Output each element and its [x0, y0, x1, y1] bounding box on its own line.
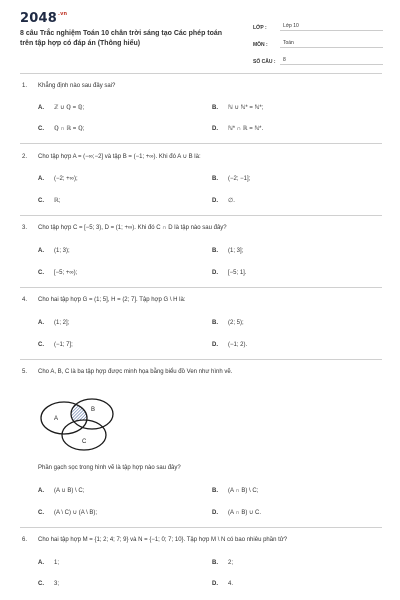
- option-text: 1;: [54, 560, 60, 566]
- question-number: 3.: [22, 225, 28, 231]
- option-label: B.: [212, 320, 218, 326]
- option-label: C.: [38, 126, 44, 132]
- option-text: 2;: [228, 560, 234, 566]
- meta-value: 8: [280, 57, 383, 65]
- question-text: Cho hai tập hợp G = (1; 5], H = (2; 7]. Tập hợp G \ H là:: [38, 297, 186, 303]
- option-c[interactable]: [38, 125, 84, 133]
- option-label: B.: [212, 488, 218, 494]
- option-a[interactable]: [38, 559, 59, 567]
- option-text: ℕ* ∩ ℝ = ℕ*.: [228, 126, 264, 132]
- header-divider: [20, 73, 382, 74]
- option-text: (1; 3);: [54, 248, 70, 254]
- option-text: [−5; 1].: [228, 270, 247, 276]
- option-label: D.: [212, 581, 218, 587]
- option-label: A.: [38, 105, 44, 111]
- question-text: Khẳng định nào sau đây sai?: [38, 83, 116, 89]
- option-label: B.: [212, 248, 218, 254]
- option-label: D.: [212, 270, 218, 276]
- option-text: [−5; +∞);: [54, 270, 78, 276]
- question-divider: [20, 143, 382, 144]
- option-a[interactable]: [38, 247, 70, 255]
- option-d[interactable]: [212, 509, 261, 517]
- question-divider: [20, 287, 382, 288]
- option-text: ℝ;: [54, 198, 61, 204]
- question-divider: [20, 359, 382, 360]
- option-label: C.: [38, 581, 44, 587]
- venn-label-a: A: [54, 416, 59, 422]
- meta-row-count: [253, 48, 383, 65]
- logo-suffix: .vn: [57, 11, 68, 17]
- option-b[interactable]: [212, 247, 243, 255]
- option-text: (−1; 7];: [54, 342, 73, 348]
- question-text: Cho hai tập hợp M = {1; 2; 4; 7; 9} và N = {−1; 0; 7; 10}. Tập hợp M \ N có bao nhiêu phần tử?: [38, 537, 288, 543]
- question-number: 1.: [22, 83, 28, 89]
- option-a[interactable]: [38, 104, 84, 112]
- option-b[interactable]: [212, 487, 258, 495]
- option-d[interactable]: [212, 580, 233, 588]
- option-c[interactable]: [38, 580, 59, 588]
- option-label: A.: [38, 560, 44, 566]
- option-label: C.: [38, 270, 44, 276]
- option-text: (−2; −1];: [228, 176, 251, 182]
- question-number: 2.: [22, 154, 28, 160]
- question-text: Cho tập hợp A = (−∞;−2] và tập B = (−1; +∞). Khi đó A ∪ B là:: [38, 154, 201, 160]
- question-divider: [20, 527, 382, 528]
- meta-key: SỐ CÂU :: [253, 59, 276, 65]
- option-label: C.: [38, 510, 44, 516]
- meta-value: Toán: [280, 40, 383, 48]
- option-label: B.: [212, 176, 218, 182]
- option-text: (−2; +∞);: [54, 176, 78, 182]
- option-text: (A ∪ B) \ C;: [54, 488, 85, 494]
- venn-label-b: B: [91, 407, 96, 413]
- option-label: D.: [212, 510, 218, 516]
- option-text: (A ∩ B) \ C;: [228, 488, 259, 494]
- option-text: ℚ ∩ ℝ = ℚ;: [54, 126, 85, 132]
- option-c[interactable]: [38, 197, 60, 205]
- meta-key: MÔN :: [253, 42, 268, 48]
- option-b[interactable]: [212, 175, 250, 183]
- meta-key: LỚP :: [253, 25, 267, 31]
- option-text: ℕ ∪ ℕ* = ℕ*;: [228, 105, 264, 111]
- option-label: A.: [38, 320, 44, 326]
- question-subtext: Phần gạch sọc trong hình vẽ là tập hợp nào sau đây?: [38, 465, 181, 471]
- option-text: (−1; 2).: [228, 342, 248, 348]
- option-c[interactable]: [38, 509, 97, 517]
- option-d[interactable]: [212, 125, 263, 133]
- option-label: A.: [38, 176, 44, 182]
- option-text: ∅.: [228, 198, 235, 204]
- option-text: (A \ C) ∪ (A \ B);: [54, 510, 98, 516]
- meta-row-subject: [253, 31, 383, 48]
- option-a[interactable]: [38, 487, 84, 495]
- option-b[interactable]: [212, 559, 233, 567]
- option-b[interactable]: [212, 319, 244, 327]
- option-a[interactable]: [38, 175, 78, 183]
- option-text: (A ∩ B) ∪ C.: [228, 510, 262, 516]
- question-text: Cho tập hợp C = [−5; 3), D = (1; +∞). Khi đó C ∩ D là tập nào sau đây?: [38, 225, 227, 231]
- option-a[interactable]: [38, 319, 69, 327]
- option-c[interactable]: [38, 269, 77, 277]
- venn-label-c: C: [82, 439, 87, 445]
- option-label: D.: [212, 126, 218, 132]
- option-label: A.: [38, 248, 44, 254]
- logo-text: 2048: [20, 11, 57, 26]
- option-label: C.: [38, 342, 44, 348]
- option-label: A.: [38, 488, 44, 494]
- option-d[interactable]: [212, 269, 247, 277]
- option-label: C.: [38, 198, 44, 204]
- question-divider: [20, 215, 382, 216]
- option-label: B.: [212, 560, 218, 566]
- option-label: D.: [212, 342, 218, 348]
- option-text: 3;: [54, 581, 60, 587]
- option-text: (1; 2];: [54, 320, 70, 326]
- meta-row-class: [253, 14, 383, 31]
- venn-diagram: [38, 393, 126, 455]
- option-d[interactable]: [212, 341, 247, 349]
- option-c[interactable]: [38, 341, 73, 349]
- question-number: 5.: [22, 369, 28, 375]
- page-title: 8 câu Trắc nghiệm Toán 10 chân trời sáng tạo Các phép toán trên tập hợp có đáp án (Thông hiểu): [20, 30, 223, 47]
- meta-block: [253, 14, 383, 65]
- option-text: ℤ ∪ ℚ = ℚ;: [54, 105, 85, 111]
- option-label: B.: [212, 105, 218, 111]
- option-text: (1; 3];: [228, 248, 244, 254]
- question-text: Cho A, B, C là ba tập hợp được minh họa bằng biểu đồ Ven như hình vẽ.: [38, 369, 233, 375]
- option-label: D.: [212, 198, 218, 204]
- option-d[interactable]: [212, 197, 235, 205]
- site-logo[interactable]: [20, 11, 67, 26]
- meta-value: Lớp 10: [280, 23, 383, 31]
- option-text: 4.: [228, 581, 234, 587]
- option-text: (2; 5);: [228, 320, 244, 326]
- question-number: 6.: [22, 537, 28, 543]
- question-number: 4.: [22, 297, 28, 303]
- option-b[interactable]: [212, 104, 263, 112]
